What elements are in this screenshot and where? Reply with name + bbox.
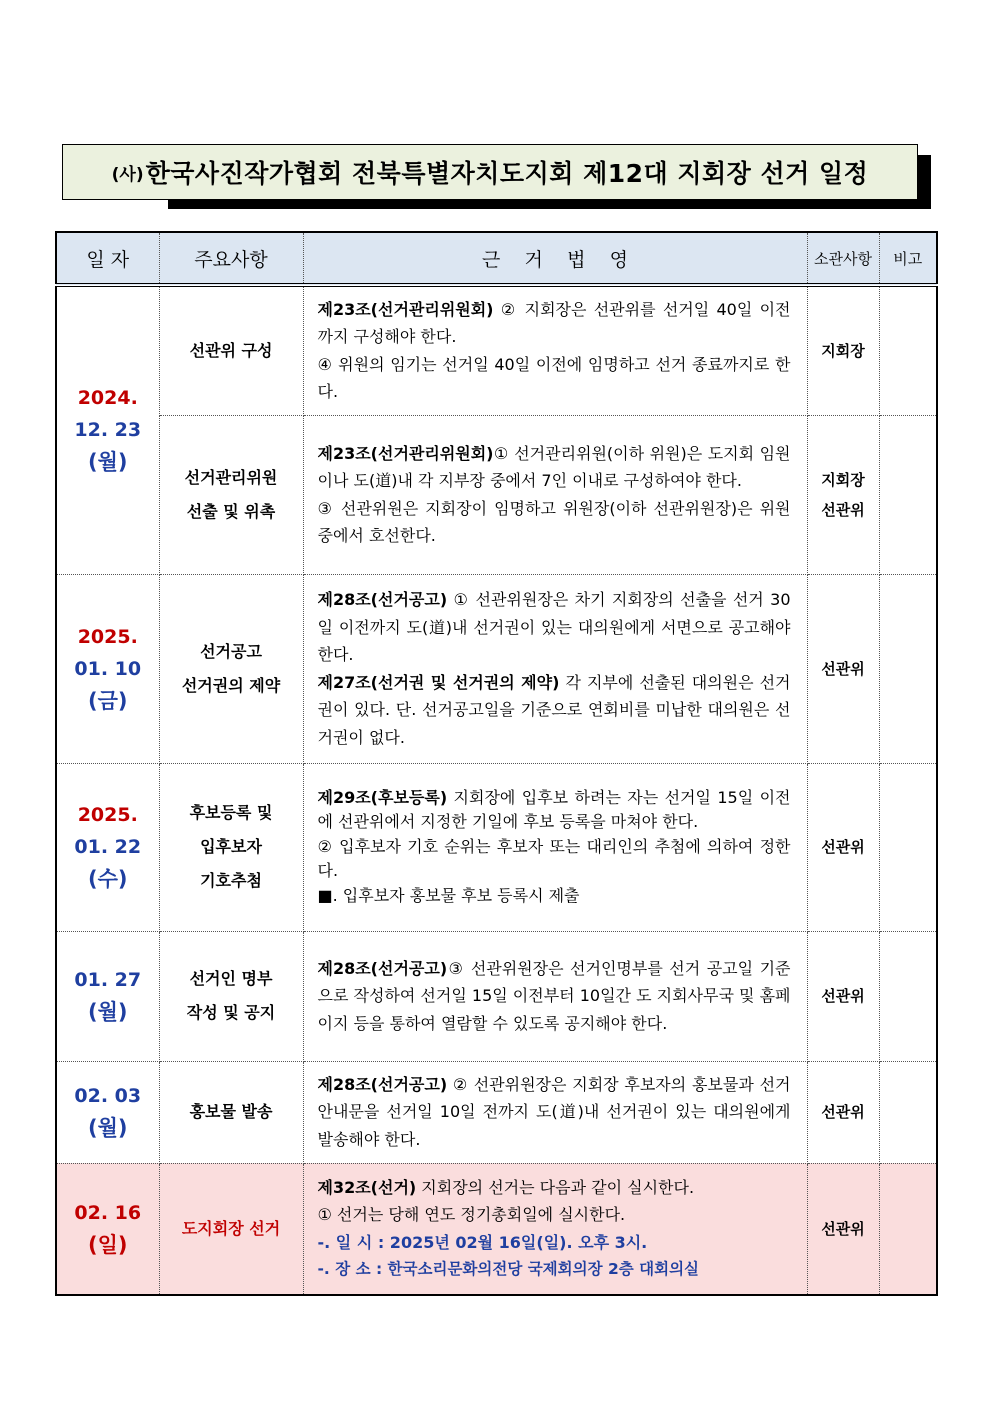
date-cell [56, 763, 159, 931]
date-month-day: 02. 03 [74, 1085, 142, 1107]
item-line: 기호추첨 [200, 871, 262, 890]
table-header-row [56, 232, 937, 285]
date-month-day: 12. 23 [74, 419, 142, 442]
law-title: 제32조(선거) [317, 1177, 417, 1197]
law-text: ① 선관위원장은 차기 지회장의 선출을 선거 30일 이전까지 도(道)내 선거권이 있는 대의원에게 서면으로 공고해야 한다. [317, 590, 791, 664]
page-title [62, 144, 918, 200]
item-line: 작성 및 공지 [186, 1003, 276, 1022]
date-cell [56, 285, 159, 574]
title-main: 한국사진작가협회 전북특별자치도지회 제12대 지회장 선거 일정 [145, 159, 869, 188]
schedule-table [55, 231, 938, 1296]
date-weekday: (수) [88, 867, 128, 891]
law-line: ④ 위원의 임기는 선거일 40일 이전에 임명하고 선거 종료까지로 한다. [317, 354, 791, 402]
law-line: ■. 입후보자 홍보물 후보 등록시 제출 [317, 885, 580, 905]
org-cell: 선관위 [807, 1163, 879, 1295]
law-cell [303, 285, 807, 415]
law-title: 제28조(선거공고) [317, 590, 448, 609]
law-line: ③ 선관위원은 지회장이 임명하고 위원장(이하 선관위원장)은 위원 중에서 호선한다. [317, 498, 791, 545]
law-text: 지회장의 선거는 다음과 같이 실시한다. [416, 1177, 695, 1197]
org-cell [807, 415, 879, 574]
item-cell: 도지회장 선거 [159, 1163, 303, 1295]
table-row [56, 415, 937, 574]
law-text: 지회장에 입후보 하려는 자는 선거일 15일 이전에 선관위에서 지정한 기일에 후보 등록을 마쳐야 한다. [317, 787, 791, 832]
law-cell [303, 763, 807, 931]
item-cell [159, 574, 303, 763]
law-cell [303, 931, 807, 1061]
table-row [56, 574, 937, 763]
date-cell [56, 1061, 159, 1163]
law-title: 제27조(선거권 및 선거권의 제약) [317, 672, 560, 692]
law-title: 제29조(후보등록) [317, 787, 448, 807]
title-prefix: (사) [111, 164, 144, 185]
note-cell [879, 931, 937, 1061]
date-weekday: (월) [88, 1116, 128, 1140]
date-month-day: 02. 16 [74, 1201, 142, 1224]
date-weekday: (월) [88, 1000, 128, 1024]
law-text: ② 선관위원장은 지회장 후보자의 홍보물과 선거안내문을 선거일 10일 전까지 도(道)내 선거권이 있는 대의원에게 발송해야 한다. [317, 1074, 791, 1149]
law-title: 제23조(선거관리위원회) [317, 299, 494, 319]
law-cell [303, 415, 807, 574]
header-org: 소관사항 [807, 232, 879, 285]
date-weekday: (금) [88, 688, 128, 713]
item-line: 선거인 명부 [189, 969, 273, 988]
note-cell [879, 415, 937, 574]
header-law: 근 거 법 영 [303, 232, 807, 285]
item-cell [159, 415, 303, 574]
law-title: 제28조(선거공고) [317, 1074, 448, 1094]
org-cell: 선관위 [807, 931, 879, 1061]
election-datetime: -. 일 시 : 2025년 02월 16일(일). 오후 3시. [317, 1232, 648, 1252]
item-line: 선거공고 [200, 641, 262, 661]
date-month-day: 01. 27 [74, 969, 142, 991]
law-cell [303, 1163, 807, 1295]
date-month-day: 01. 10 [74, 657, 142, 680]
table-row [56, 285, 937, 415]
org-cell: 지회장 [807, 285, 879, 415]
note-cell [879, 1061, 937, 1163]
election-venue: -. 장 소 : 한국소리문화의전당 국제회의장 2층 대회의실 [317, 1260, 700, 1279]
item-line: 선거권의 제약 [181, 675, 281, 695]
header-date: 일 자 [56, 232, 159, 285]
table-row [56, 1163, 937, 1295]
header-note: 비고 [879, 232, 937, 285]
org-line: 지회장 [821, 470, 865, 489]
law-text: ② 지회장은 선관위를 선거일 40일 이전까지 구성해야 한다. [317, 299, 791, 347]
date-weekday: (월) [88, 450, 128, 475]
law-title: 제23조(선거관리위원회) [317, 443, 494, 463]
item-cell: 선관위 구성 [159, 285, 303, 415]
item-cell [159, 931, 303, 1061]
item-line: 후보등록 및 [189, 803, 273, 822]
date-cell [56, 1163, 159, 1295]
date-weekday: (일) [88, 1232, 128, 1257]
note-cell [879, 763, 937, 931]
note-cell [879, 574, 937, 763]
date-cell [56, 574, 159, 763]
law-text: 각 지부에 선출된 대의원은 선거권이 있다. 단. 선거공고일을 기준으로 연회비를 미납한 대의원은 선거권이 없다. [317, 672, 791, 747]
item-line: 선거관리위원 [184, 467, 278, 487]
date-year: 2024. [77, 387, 138, 410]
date-year: 2025. [77, 625, 138, 648]
org-line: 선관위 [821, 500, 865, 519]
org-cell: 선관위 [807, 763, 879, 931]
org-cell: 선관위 [807, 1061, 879, 1163]
law-cell [303, 574, 807, 763]
date-month-day: 01. 22 [74, 836, 142, 858]
date-year: 2025. [77, 804, 138, 826]
item-cell [159, 763, 303, 931]
law-line: ① 선거는 당해 연도 정기총회일에 실시한다. [317, 1205, 626, 1225]
table-row [56, 1061, 937, 1163]
note-cell [879, 1163, 937, 1295]
item-line: 입후보자 [200, 837, 262, 856]
law-cell [303, 1061, 807, 1163]
header-item: 주요사항 [159, 232, 303, 285]
note-cell [879, 285, 937, 415]
law-text: ③ 선관위원장은 선거인명부를 선거 공고일 기준으로 작성하여 선거일 15일 이전부터 10일간 도 지회사무국 및 홈페이지 등을 통하여 열람할 수 있도록 공지해야 한다. [317, 958, 791, 1033]
item-cell: 홍보물 발송 [159, 1061, 303, 1163]
law-title: 제28조(선거공고) [317, 958, 448, 978]
law-text: ① 선거관리위원(이하 위원)은 도지회 임원이나 도(道)내 각 지부장 중에서 7인 이내로 구성하여야 한다. [317, 443, 791, 490]
item-line: 선출 및 위촉 [186, 501, 276, 521]
law-line: ② 입후보자 기호 순위는 후보자 또는 대리인의 추첨에 의하여 정한다. [317, 836, 791, 881]
table-row [56, 931, 937, 1061]
org-cell: 선관위 [807, 574, 879, 763]
table-row [56, 763, 937, 931]
date-cell [56, 931, 159, 1061]
